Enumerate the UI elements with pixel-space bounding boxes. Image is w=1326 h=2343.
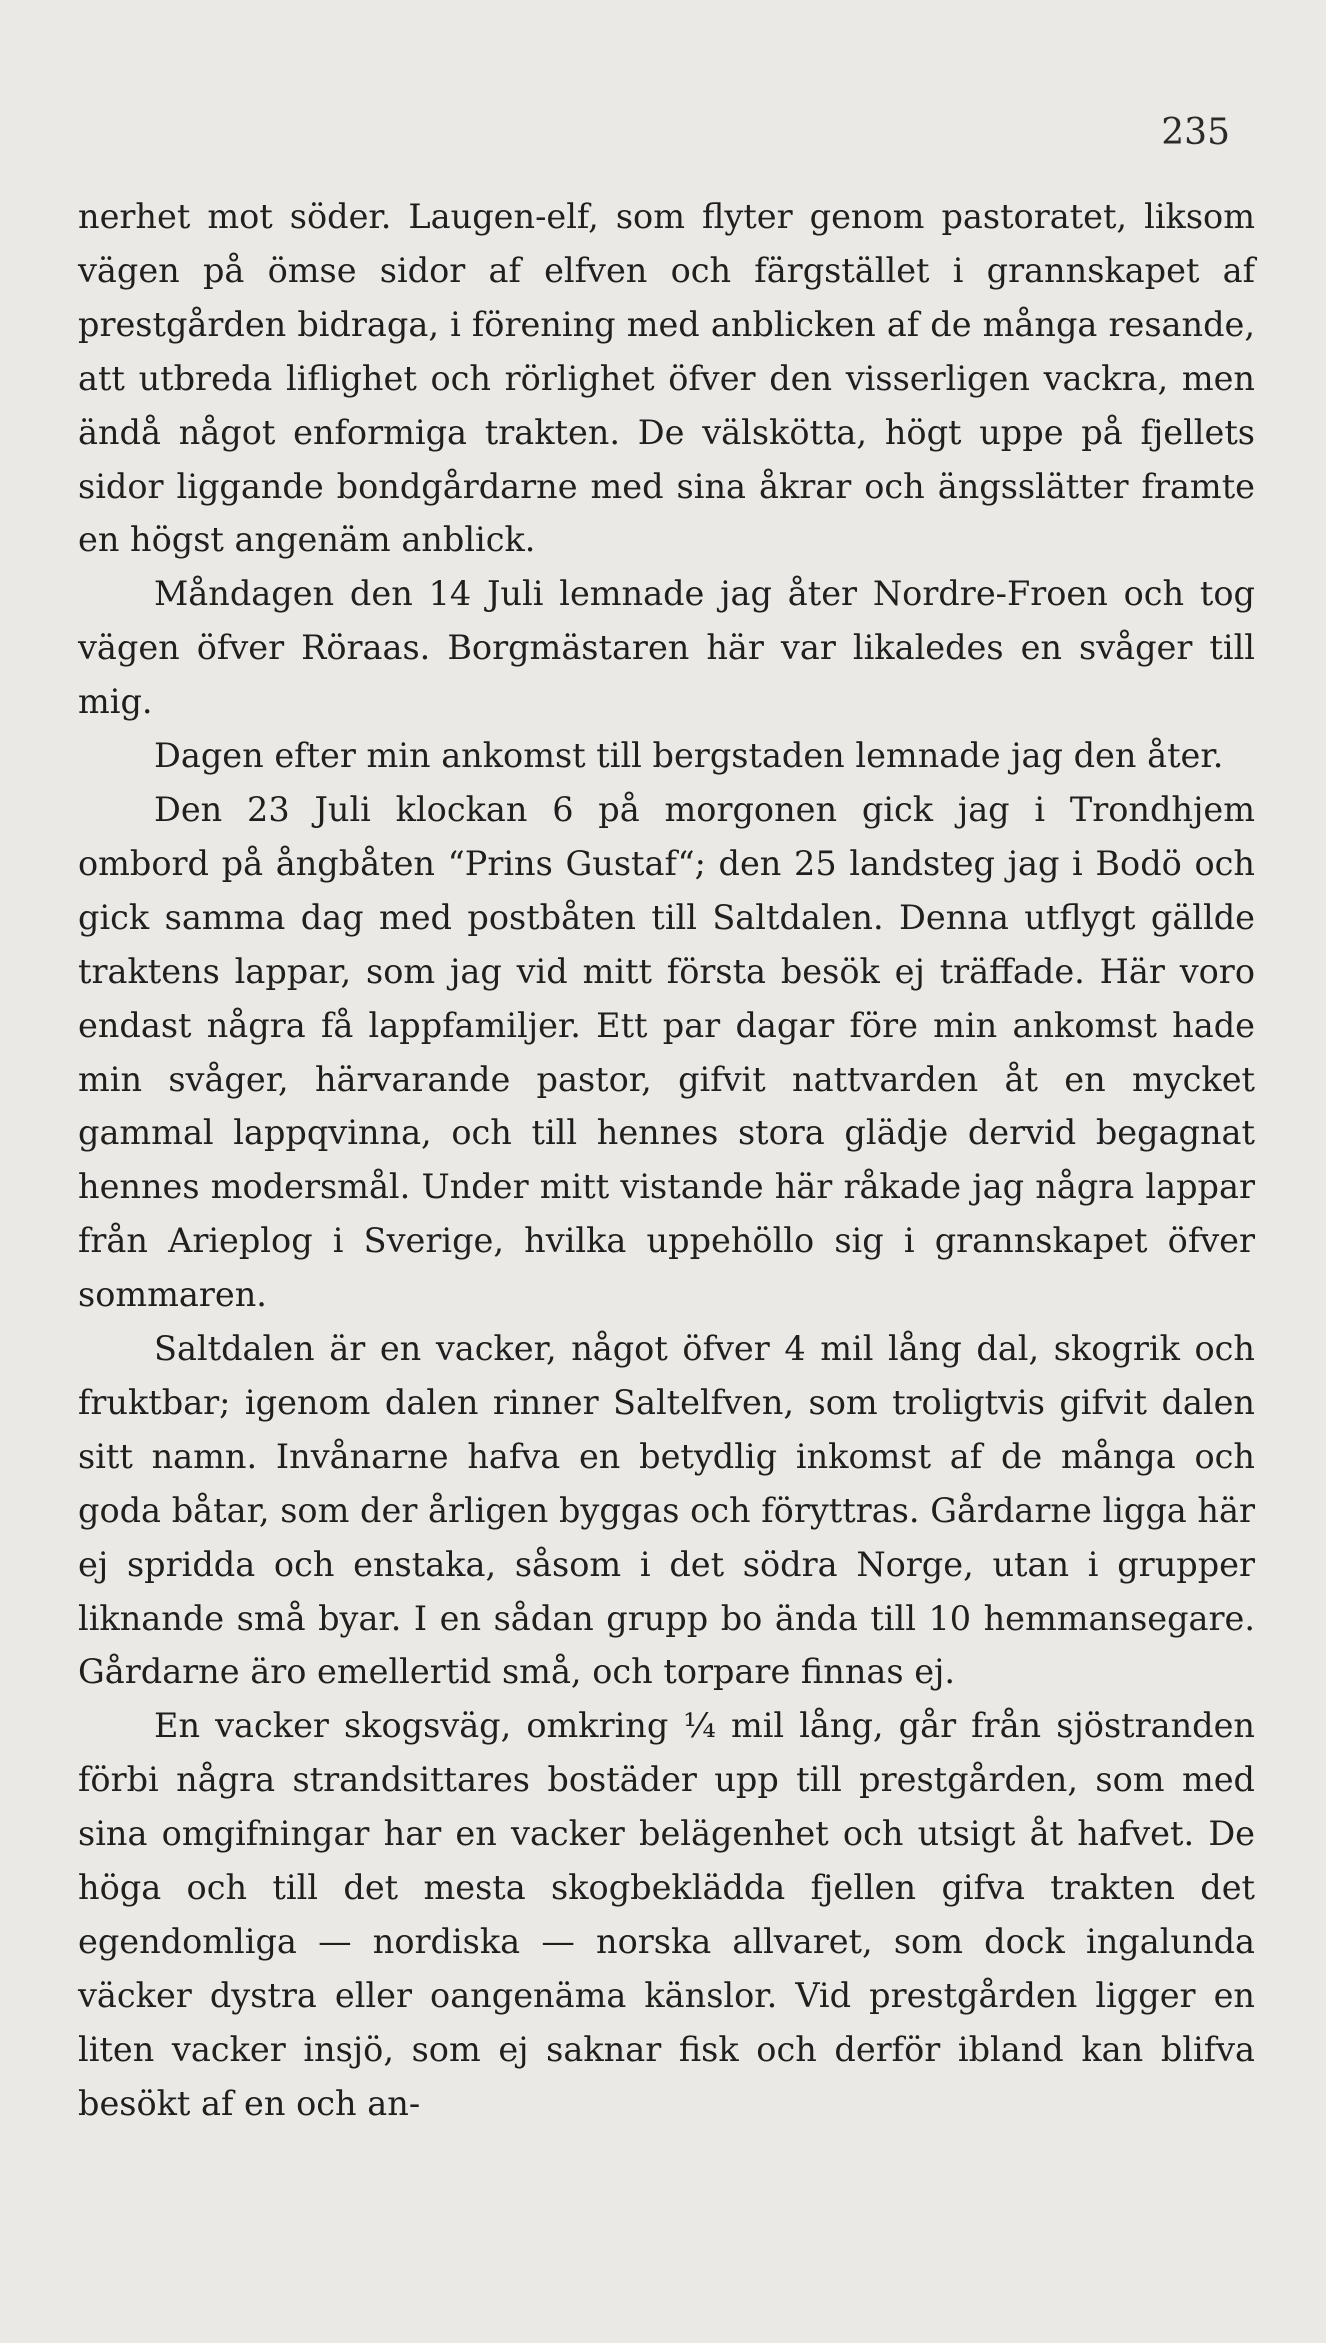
body-text bbox=[78, 190, 1255, 2131]
page-number: 235 bbox=[1161, 112, 1230, 153]
paragraph: En vacker skogsväg, omkring ¼ mil lång, går från sjöstranden förbi några strandsittares bostäder upp till prestgården, som med sina omgifningar har en vacker belägenhet och utsigt åt hafvet. De höga och till det mesta skogbeklädda fjellen gifva trakten det egendomliga — nordiska — norska allvaret, som dock ingalunda väcker dystra eller oangenäma känslor. Vid prestgården ligger en liten vacker insjö, som ej saknar fisk och derför ibland kan blifva besökt af en och an- bbox=[78, 1706, 1255, 2123]
paragraph: nerhet mot söder. Laugen-elf, som flyter genom pastoratet, liksom vägen på ömse sidor af elfven och färgstället i grannskapet af prestgården bidraga, i förening med anblicken af de många resande, att utbreda liflighet och rörlighet öfver den visserligen vackra, men ändå något enformiga trakten. De välskötta, högt uppe på fjellets sidor liggande bondgårdarne med sina åkrar och ängsslätter framte en högst angenäm anblick. bbox=[78, 197, 1255, 560]
paragraph: Måndagen den 14 Juli lemnade jag åter Nordre-Froen och tog vägen öfver Röraas. Borgmästaren här var likaledes en svåger till mig. bbox=[78, 574, 1255, 722]
paragraph: Dagen efter min ankomst till bergstaden lemnade jag den åter. bbox=[154, 736, 1224, 776]
paragraph: Saltdalen är en vacker, något öfver 4 mil lång dal, skogrik och fruktbar; igenom dalen rinner Saltelfven, som troligtvis gifvit dalen sitt namn. Invånarne hafva en betydlig inkomst af de många och goda båtar, som der årligen byggas och föryttras. Gårdarne ligga här ej spridda och enstaka, såsom i det södra Norge, utan i grupper liknande små byar. I en sådan grupp bo ända till 10 hemmansegare. Gårdarne äro emellertid små, och torpare finnas ej. bbox=[78, 1329, 1255, 1692]
paragraph: Den 23 Juli klockan 6 på morgonen gick jag i Trondhjem ombord på ångbåten “Prins Gustaf“; den 25 landsteg jag i Bodö och gick samma dag med postbåten till Saltdalen. Denna utflygt gällde traktens lappar, som jag vid mitt första besök ej träffade. Här voro endast några få lappfamiljer. Ett par dagar före min ankomst hade min svåger, härvarande pastor, gifvit nattvarden åt en mycket gammal lappqvinna, och till hennes stora glädje dervid begagnat hennes modersmål. Under mitt vistande här råkade jag några lappar från Arieplog i Sverige, hvilka uppehöllo sig i grannskapet öfver sommaren. bbox=[78, 789, 1255, 1315]
